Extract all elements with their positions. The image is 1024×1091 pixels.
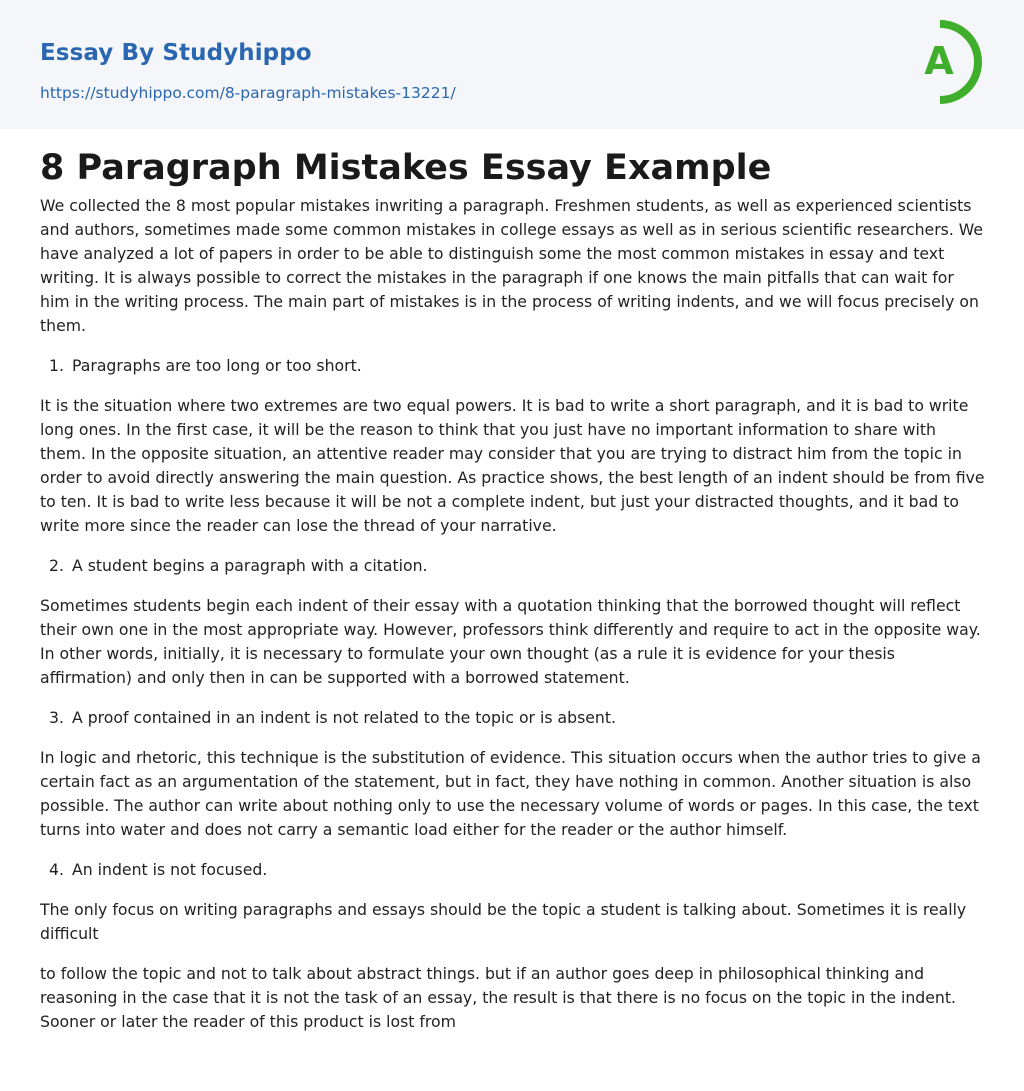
- list-item: [40, 858, 986, 882]
- page-header: [0, 0, 1024, 129]
- essay-body: [40, 194, 986, 1050]
- list-item-number: 3.: [49, 708, 64, 727]
- body-paragraph: It is the situation where two extremes are two equal powers. It is bad to write a short paragraph, and it is bad to write long ones. In the first case, it will be the reason to think that you just have no important information to share with them. In the opposite situation, an attentive reader may consider that you are trying to distract him from the topic in order to avoid directly answering the main question. As practice shows, the best length of an indent should be from five to ten. It is bad to write less because it will be not a complete indent, but just your distracted thoughts, and it bad to write more since the reader can lose the thread of your narrative.: [40, 396, 985, 535]
- body-paragraph: Sometimes students begin each indent of their essay with a quotation thinking that the borrowed thought will reflect their own one in the most appropriate way. However, professors think differently and require to act in the opposite way. In other words, initially, it is necessary to formulate your own thought (as a rule it is evidence for your thesis affirmation) and only then in can be supported with a borrowed statement.: [40, 596, 981, 687]
- list-item-text: A student begins a paragraph with a citation.: [72, 556, 428, 575]
- logo-letter: A: [924, 39, 954, 83]
- page-title: 8 Paragraph Mistakes Essay Example: [40, 148, 772, 188]
- list-item-text: A proof contained in an indent is not related to the topic or is absent.: [72, 708, 616, 727]
- list-item: [40, 354, 986, 378]
- body-paragraph: to follow the topic and not to talk about abstract things. but if an author goes deep in philosophical thinking and reasoning in the case that it is not the task of an essay, the result is that there is no focus on the topic in the indent. Sooner or later the reader of this product is lost from: [40, 964, 956, 1031]
- list-item-number: 2.: [49, 556, 64, 575]
- body-paragraph: The only focus on writing paragraphs and essays should be the topic a student is talking about. Sometimes it is really difficult: [40, 900, 967, 943]
- list-item-number: 1.: [49, 356, 64, 375]
- list-item-text: An indent is not focused.: [72, 860, 268, 879]
- list-item: [40, 706, 986, 730]
- list-item-number: 4.: [49, 860, 64, 879]
- body-paragraph: In logic and rhetoric, this technique is the substitution of evidence. This situation occurs when the author tries to give a certain fact as an argumentation of the statement, but in fact, they have nothing in common. Another situation is also possible. The author can write about nothing only to use the necessary volume of words or pages. In this case, the text turns into water and does not carry a semantic load either for the reader or the author himself.: [40, 748, 981, 839]
- studyhippo-logo-icon[interactable]: [910, 18, 988, 106]
- source-url-link[interactable]: https://studyhippo.com/8-paragraph-mistakes-13221/: [40, 84, 456, 102]
- list-item: [40, 554, 986, 578]
- site-brand[interactable]: Essay By Studyhippo: [40, 40, 312, 66]
- list-item-text: Paragraphs are too long or too short.: [72, 356, 362, 375]
- intro-paragraph: We collected the 8 most popular mistakes inwriting a paragraph. Freshmen students, as well as experienced scientists and authors, sometimes made some common mistakes in college essays as well as in serious scientific researchers. We have analyzed a lot of papers in order to be able to distinguish some the most common mistakes in essay and text writing. It is always possible to correct the mistakes in the paragraph if one knows the main pitfalls that can wait for him in the writing process. The main part of mistakes is in the process of writing indents, and we will focus precisely on them.: [40, 196, 984, 335]
